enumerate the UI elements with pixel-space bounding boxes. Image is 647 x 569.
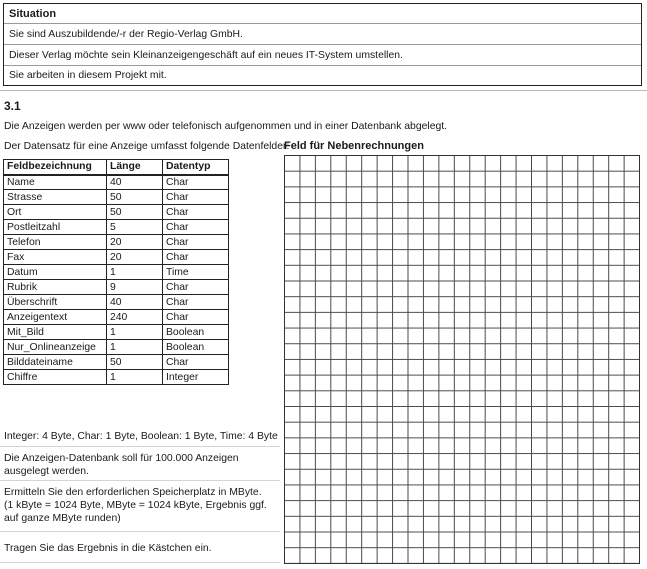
situation-heading: Situation	[4, 4, 641, 24]
capacity-note: Die Anzeigen-Datenbank soll für 100.000 Anzeigen ausgelegt werden.	[4, 453, 239, 477]
row-datatype: Char	[163, 295, 229, 310]
table-row	[4, 280, 229, 295]
row-datatype: Char	[163, 220, 229, 235]
table-row	[4, 325, 229, 340]
row-length: 1	[107, 370, 163, 385]
row-datatype: Time	[163, 265, 229, 280]
table-row	[4, 340, 229, 355]
row-field-name: Ort	[4, 205, 107, 220]
row-length: 9	[107, 280, 163, 295]
side-calc-label: Feld für Nebenrechnungen	[284, 140, 424, 152]
instruction-line-1: Ermitteln Sie den erforderlichen Speicherplatz in MByte.	[4, 487, 262, 498]
row-field-name: Chiffre	[4, 370, 107, 385]
row-length: 40	[107, 175, 163, 190]
row-length: 50	[107, 205, 163, 220]
row-datatype: Boolean	[163, 340, 229, 355]
row-datatype: Integer	[163, 370, 229, 385]
note-divider	[0, 562, 280, 563]
row-datatype: Boolean	[163, 325, 229, 340]
row-length: 1	[107, 265, 163, 280]
row-length: 240	[107, 310, 163, 325]
table-row	[4, 175, 229, 190]
row-length: 1	[107, 340, 163, 355]
task-intro: Die Anzeigen werden per www oder telefonisch aufgenommen und in einer Datenbank abgelegt.	[4, 121, 448, 132]
table-row	[4, 370, 229, 385]
row-length: 5	[107, 220, 163, 235]
row-field-name: Name	[4, 175, 107, 190]
record-intro: Der Datensatz für eine Anzeige umfasst folgende Datenfelder:	[4, 141, 290, 152]
row-field-name: Bilddateiname	[4, 355, 107, 370]
row-field-name: Postleitzahl	[4, 220, 107, 235]
table-row	[4, 235, 229, 250]
header-length: Länge	[107, 160, 163, 175]
row-datatype: Char	[163, 280, 229, 295]
table-row	[4, 355, 229, 370]
table-row	[4, 310, 229, 325]
header-datatype: Datentyp	[163, 160, 229, 175]
row-field-name: Nur_Onlineanzeige	[4, 340, 107, 355]
situation-line-1: Sie sind Auszubildende/-r der Regio-Verlag GmbH.	[4, 24, 641, 45]
row-field-name: Strasse	[4, 190, 107, 205]
situation-line-2: Dieser Verlag möchte sein Kleinanzeigengeschäft auf ein neues IT-System umstellen.	[4, 45, 641, 66]
table-header-row	[4, 160, 229, 175]
table-row	[4, 265, 229, 280]
row-field-name: Mit_Bild	[4, 325, 107, 340]
note-divider	[0, 446, 280, 447]
final-instruction: Tragen Sie das Ergebnis in die Kästchen ein.	[4, 543, 212, 554]
row-length: 50	[107, 190, 163, 205]
row-length: 20	[107, 250, 163, 265]
section-divider	[0, 90, 647, 91]
row-field-name: Überschrift	[4, 295, 107, 310]
row-field-name: Datum	[4, 265, 107, 280]
row-length: 20	[107, 235, 163, 250]
situation-line-3: Sie arbeiten in diesem Projekt mit.	[9, 70, 167, 81]
table-row	[4, 295, 229, 310]
row-datatype: Char	[163, 355, 229, 370]
situation-box	[3, 3, 642, 86]
type-sizes-note: Integer: 4 Byte, Char: 1 Byte, Boolean: 1 Byte, Time: 4 Byte	[4, 431, 278, 442]
row-datatype: Char	[163, 235, 229, 250]
table-row	[4, 190, 229, 205]
calculation-grid[interactable]	[284, 155, 640, 564]
row-field-name: Rubrik	[4, 280, 107, 295]
row-field-name: Fax	[4, 250, 107, 265]
row-length: 40	[107, 295, 163, 310]
note-divider	[0, 531, 280, 532]
row-datatype: Char	[163, 310, 229, 325]
data-field-table	[3, 159, 229, 385]
note-divider	[0, 480, 280, 481]
row-datatype: Char	[163, 205, 229, 220]
row-datatype: Char	[163, 175, 229, 190]
row-field-name: Anzeigentext	[4, 310, 107, 325]
row-datatype: Char	[163, 190, 229, 205]
table-row	[4, 250, 229, 265]
instruction-line-2: (1 kByte = 1024 Byte, MByte = 1024 kByte, Ergebnis ggf. auf ganze MByte runden)	[4, 500, 267, 524]
row-datatype: Char	[163, 250, 229, 265]
row-field-name: Telefon	[4, 235, 107, 250]
table-row	[4, 205, 229, 220]
row-length: 1	[107, 325, 163, 340]
table-row	[4, 220, 229, 235]
task-number: 3.1	[4, 99, 21, 113]
header-field-name: Feldbezeichnung	[4, 160, 107, 175]
row-length: 50	[107, 355, 163, 370]
